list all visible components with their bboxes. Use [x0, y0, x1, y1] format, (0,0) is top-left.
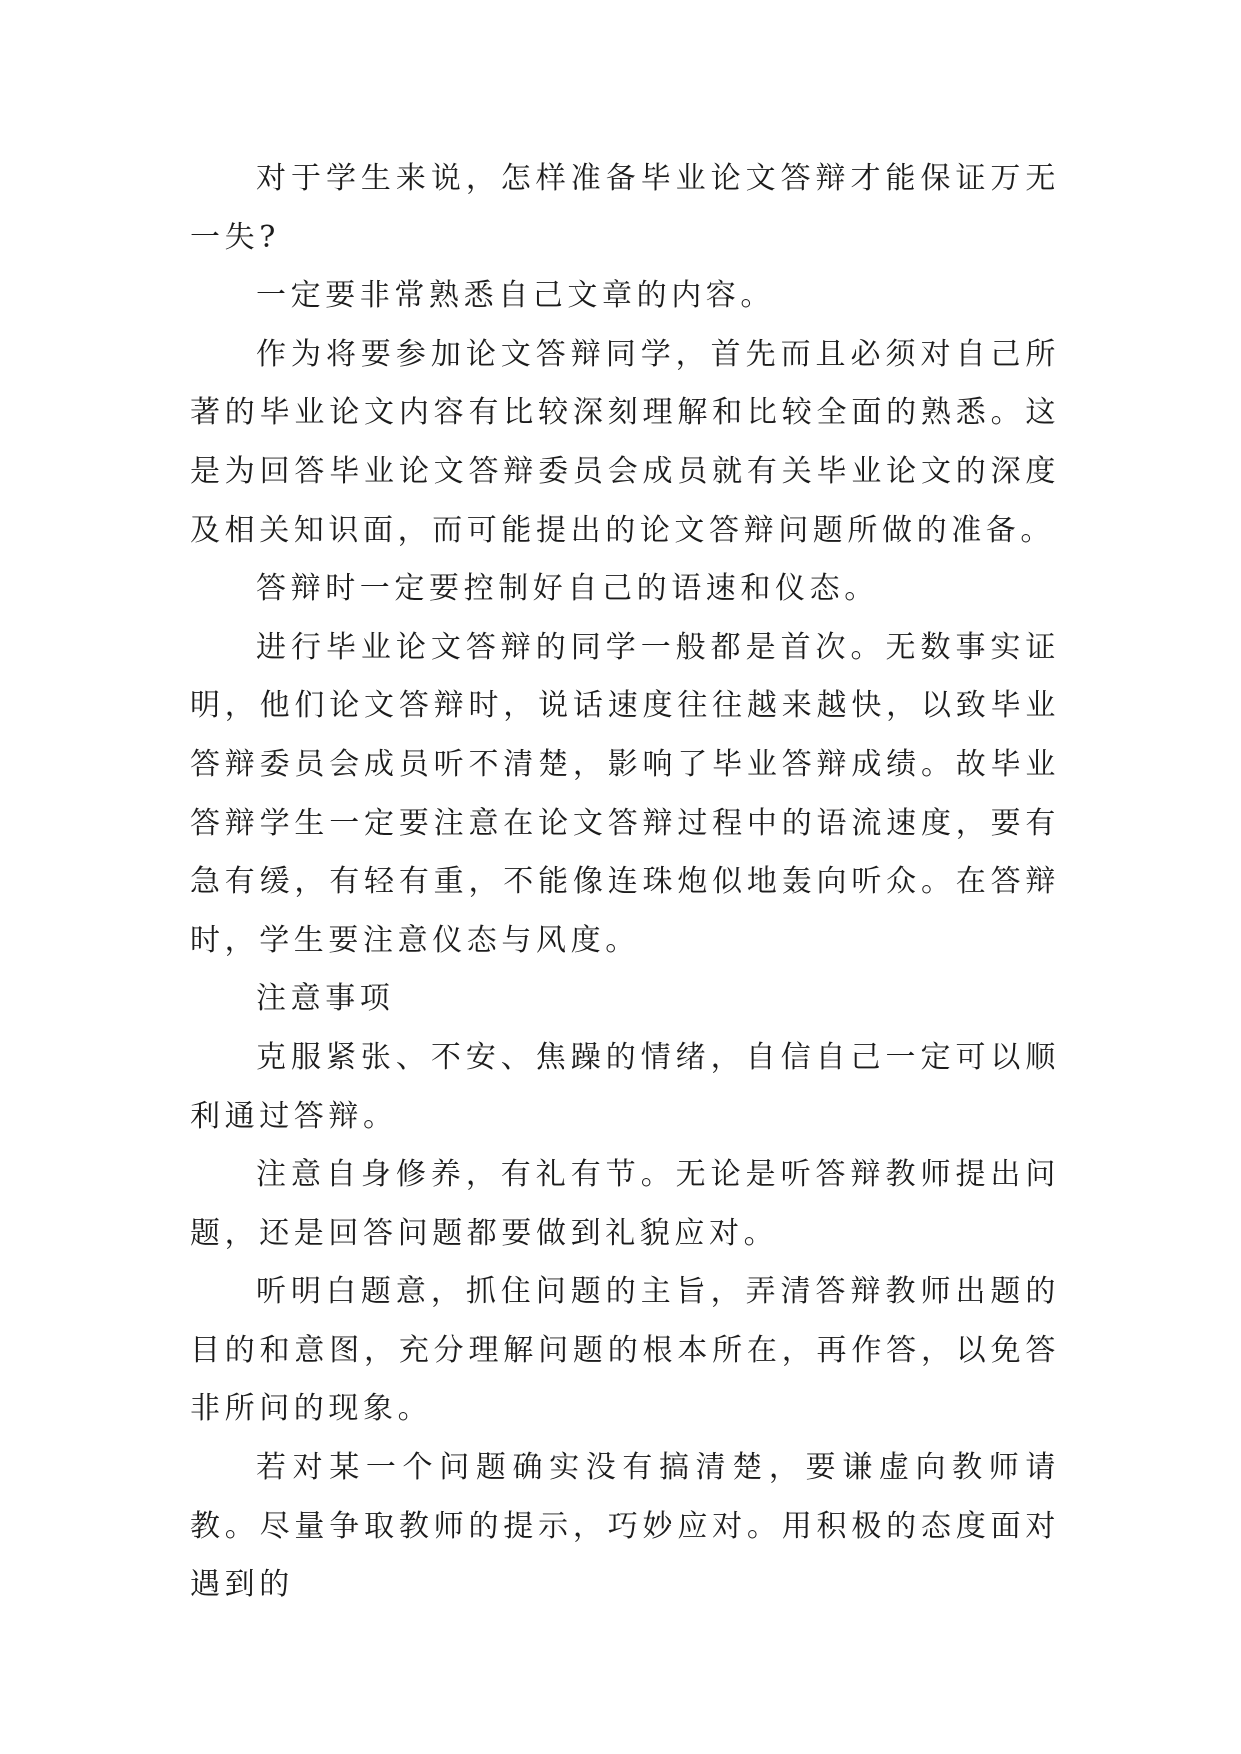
paragraph: 克服紧张、不安、焦躁的情绪，自信自己一定可以顺利通过答辩。	[190, 1039, 1060, 1134]
paragraph: 听明白题意，抓住问题的主旨，弄清答辩教师出题的目的和意图，充分理解问题的根本所在，再作答，以免答非所问的现象。	[190, 1274, 1060, 1427]
paragraph: 一定要非常熟悉自己文章的内容。	[256, 278, 775, 314]
paragraph: 对于学生来说，怎样准备毕业论文答辩才能保证万无一失?	[190, 161, 1060, 255]
section-heading: 注意事项	[256, 981, 395, 1017]
paragraph: 答辩时一定要控制好自己的语速和仪态。	[256, 571, 879, 607]
paragraph: 进行毕业论文答辩的同学一般都是首次。无数事实证明，他们论文答辩时，说话速度往往越来越快，以致毕业答辩委员会成员听不清楚，影响了毕业答辩成绩。故毕业答辩学生一定要注意在论文答辩过程中的语流速度，要有急有缓，有轻有重，不能像连珠炮似地轰向听众。在答辩时，学生要注意仪态与风度。	[190, 629, 1060, 958]
paragraph: 作为将要参加论文答辩同学，首先而且必须对自己所著的毕业论文内容有比较深刻理解和比较全面的熟悉。这是为回答毕业论文答辩委员会成员就有关毕业论文的深度及相关知识面，而可能提出的论文答辩问题所做的准备。	[190, 336, 1060, 548]
paragraph: 若对某一个问题确实没有搞清楚，要谦虚向教师请教。尽量争取教师的提示，巧妙应对。用积极的态度面对遇到的	[190, 1450, 1060, 1603]
document-body	[190, 150, 1060, 1615]
paragraph: 注意自身修养，有礼有节。无论是听答辩教师提出问题，还是回答问题都要做到礼貌应对。	[190, 1157, 1060, 1251]
